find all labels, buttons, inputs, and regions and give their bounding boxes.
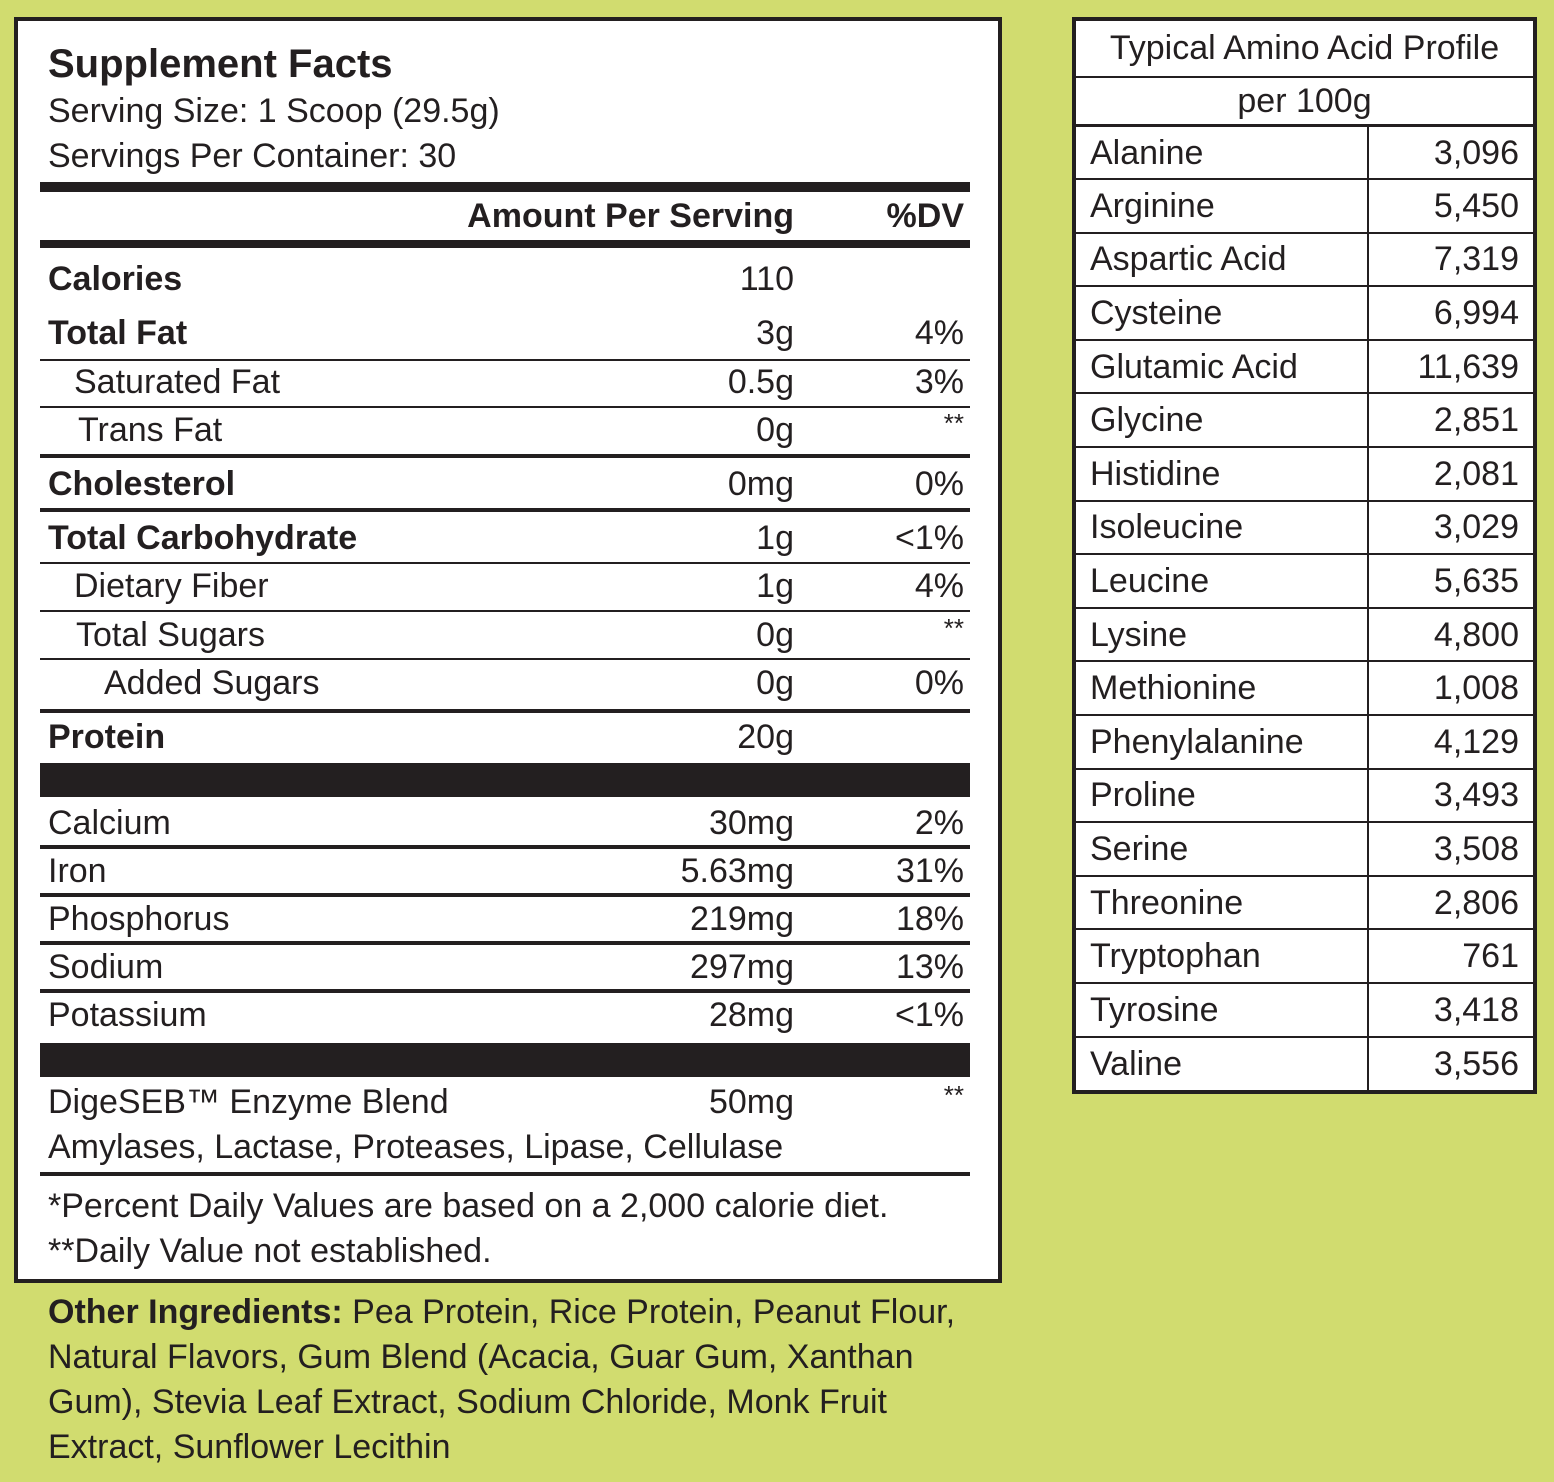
- enzyme-row: [40, 1080, 970, 1124]
- nutrient-dv: 0%: [914, 664, 964, 702]
- amino-value: 761: [1368, 929, 1533, 983]
- nutrient-amount: 0mg: [727, 465, 794, 503]
- amino-acid-table: [1076, 21, 1533, 1090]
- nutrient-dv: 4%: [914, 567, 964, 605]
- amino-name: Tryptophan: [1076, 929, 1368, 983]
- header-dv: %DV: [886, 197, 964, 235]
- amino-name: Glycine: [1076, 393, 1368, 447]
- nutrient-dv: 3%: [914, 363, 964, 401]
- nutrient-label: Total Carbohydrate: [48, 519, 358, 557]
- nutrient-dv: **: [943, 408, 964, 438]
- amino-row: [1076, 929, 1533, 983]
- nutrient-row-total-sugars: [40, 613, 970, 657]
- amino-value: 11,639: [1368, 340, 1533, 394]
- amino-value: 2,806: [1368, 876, 1533, 930]
- mineral-label: Phosphorus: [48, 900, 230, 938]
- amino-name: Cysteine: [1076, 286, 1368, 340]
- nutrient-amount: 20g: [737, 718, 794, 756]
- servings-per-container: Servings Per Container: 30: [48, 137, 457, 175]
- other-ingredients-label: Other Ingredients:: [48, 1293, 343, 1331]
- amino-subtitle: per 100g: [1076, 77, 1533, 126]
- footnote-not-established: **Daily Value not established.: [48, 1232, 492, 1270]
- mineral-label: Sodium: [48, 948, 164, 986]
- mineral-row-iron: [40, 849, 970, 893]
- mineral-label: Iron: [48, 852, 107, 890]
- amino-row: [1076, 233, 1533, 287]
- amino-name: Arginine: [1076, 179, 1368, 233]
- nutrient-row-protein: [40, 715, 970, 759]
- enzyme-amount: 50mg: [708, 1083, 794, 1121]
- mineral-label: Calcium: [48, 804, 171, 842]
- serving-size: Serving Size: 1 Scoop (29.5g): [48, 92, 500, 130]
- nutrient-label: Cholesterol: [48, 465, 236, 503]
- amino-row: [1076, 554, 1533, 608]
- other-ingredients: [48, 1290, 968, 1470]
- amino-value: 3,556: [1368, 1037, 1533, 1091]
- mineral-amount: 297mg: [690, 948, 794, 986]
- amino-value: 3,508: [1368, 822, 1533, 876]
- amino-name: Leucine: [1076, 554, 1368, 608]
- mineral-row-calcium: [40, 801, 970, 845]
- amino-value: 7,319: [1368, 233, 1533, 287]
- amino-name: Proline: [1076, 769, 1368, 823]
- footnote-daily-values: *Percent Daily Values are based on a 2,000 calorie diet.: [48, 1187, 889, 1225]
- amino-row: [1076, 179, 1533, 233]
- amino-row: [1076, 501, 1533, 555]
- nutrient-label: Saturated Fat: [74, 363, 281, 401]
- thin-rule: [40, 610, 970, 612]
- nutrient-row-saturated-fat: [40, 360, 970, 404]
- column-header: [40, 194, 970, 238]
- amino-name: Tyrosine: [1076, 983, 1368, 1037]
- mineral-label: Potassium: [48, 996, 207, 1034]
- amino-name: Methionine: [1076, 661, 1368, 715]
- amino-name: Threonine: [1076, 876, 1368, 930]
- amino-value: 3,029: [1368, 501, 1533, 555]
- amino-row: [1076, 822, 1533, 876]
- mineral-amount: 219mg: [690, 900, 794, 938]
- nutrient-amount: 3g: [756, 314, 794, 352]
- supplement-facts-panel: [14, 17, 1002, 1283]
- enzyme-detail: Amylases, Lactase, Proteases, Lipase, Cellulase: [48, 1128, 784, 1166]
- amino-name: Alanine: [1076, 126, 1368, 180]
- mineral-row-potassium: [40, 993, 970, 1037]
- amino-value: 2,081: [1368, 447, 1533, 501]
- amino-value: 2,851: [1368, 393, 1533, 447]
- amino-row: [1076, 769, 1533, 823]
- nutrient-amount: 0.5g: [727, 363, 794, 401]
- amino-name: Phenylalanine: [1076, 715, 1368, 769]
- mineral-row-sodium: [40, 945, 970, 989]
- thin-rule: [40, 658, 970, 660]
- black-bar: [40, 1043, 970, 1077]
- nutrient-row-added-sugars: [40, 661, 970, 705]
- nutrient-dv: <1%: [895, 519, 964, 557]
- header-amount: Amount Per Serving: [467, 197, 794, 235]
- amino-row: [1076, 126, 1533, 180]
- amino-name: Serine: [1076, 822, 1368, 876]
- mineral-dv: 2%: [914, 804, 964, 842]
- facts-title: Supplement Facts: [48, 42, 393, 86]
- mineral-amount: 28mg: [708, 996, 794, 1034]
- enzyme-dv: **: [943, 1080, 964, 1110]
- mineral-amount: 5.63mg: [680, 852, 794, 890]
- enzyme-label: DigeSEB™ Enzyme Blend: [48, 1083, 449, 1121]
- amino-row: [1076, 393, 1533, 447]
- nutrient-amount: 0g: [756, 664, 794, 702]
- nutrient-label: Trans Fat: [78, 411, 223, 449]
- nutrient-amount: 0g: [756, 616, 794, 654]
- mineral-dv: <1%: [895, 996, 964, 1034]
- amino-row: [1076, 447, 1533, 501]
- nutrient-row-total-carbohydrate: [40, 516, 970, 560]
- mineral-dv: 31%: [895, 852, 964, 890]
- nutrient-row-total-fat: [40, 311, 970, 355]
- rule: [40, 709, 970, 713]
- amino-name: Histidine: [1076, 447, 1368, 501]
- amino-row: [1076, 1037, 1533, 1091]
- rule: [40, 454, 970, 458]
- thick-rule: [40, 182, 970, 192]
- nutrient-amount: 0g: [756, 411, 794, 449]
- nutrient-label: Calories: [48, 260, 183, 298]
- amino-value: 6,994: [1368, 286, 1533, 340]
- amino-row: [1076, 983, 1533, 1037]
- nutrient-dv: 4%: [914, 314, 964, 352]
- nutrient-label: Dietary Fiber: [74, 567, 269, 605]
- rule: [40, 508, 970, 512]
- amino-value: 4,129: [1368, 715, 1533, 769]
- amino-row: [1076, 876, 1533, 930]
- amino-value: 3,493: [1368, 769, 1533, 823]
- nutrient-amount: 110: [739, 260, 794, 298]
- nutrient-dv: 0%: [914, 465, 964, 503]
- nutrient-row-dietary-fiber: [40, 564, 970, 608]
- mineral-amount: 30mg: [708, 804, 794, 842]
- amino-value: 3,096: [1433, 133, 1519, 172]
- nutrient-row-trans-fat: [40, 408, 970, 452]
- amino-value: 5,635: [1368, 554, 1533, 608]
- nutrient-amount: 1g: [756, 567, 794, 605]
- amino-name: Valine: [1076, 1037, 1368, 1091]
- amino-row: [1076, 340, 1533, 394]
- amino-value: 4,800: [1368, 608, 1533, 662]
- nutrient-label: Protein: [48, 718, 166, 756]
- nutrient-row-cholesterol: [40, 462, 970, 506]
- amino-row: [1076, 715, 1533, 769]
- nutrient-label: Total Sugars: [76, 616, 265, 654]
- amino-row: [1076, 661, 1533, 715]
- other-ingredients-text: Pea Protein, Rice Protein, Peanut Flour, Natural Flavors, Gum Blend (Acacia, Guar Gum, Xanthan Gum), Stevia Leaf Extract, Sodium Chloride, Monk Fruit Extract, Sunflower Lecithin: [48, 1293, 956, 1466]
- medium-rule: [40, 240, 970, 248]
- amino-value: 5,450: [1368, 179, 1533, 233]
- amino-name: Glutamic Acid: [1076, 340, 1368, 394]
- mineral-row-phosphorus: [40, 897, 970, 941]
- nutrient-label: Total Fat: [48, 314, 188, 352]
- amino-value: 1,008: [1368, 661, 1533, 715]
- amino-title: Typical Amino Acid Profile: [1076, 21, 1533, 77]
- black-bar: [40, 763, 970, 797]
- nutrient-row-calories: [40, 257, 970, 301]
- mineral-dv: 13%: [895, 948, 964, 986]
- mineral-dv: 18%: [895, 900, 964, 938]
- amino-acid-profile-table: [1072, 17, 1537, 1094]
- amino-row: [1076, 286, 1533, 340]
- amino-name: Lysine: [1076, 608, 1368, 662]
- amino-value: 3,418: [1368, 983, 1533, 1037]
- amino-row: [1076, 608, 1533, 662]
- amino-name: Isoleucine: [1076, 501, 1368, 555]
- nutrient-amount: 1g: [756, 519, 794, 557]
- nutrient-label: Added Sugars: [104, 664, 320, 702]
- nutrient-dv: **: [943, 613, 964, 643]
- rule: [40, 1172, 970, 1176]
- amino-name: Aspartic Acid: [1076, 233, 1368, 287]
